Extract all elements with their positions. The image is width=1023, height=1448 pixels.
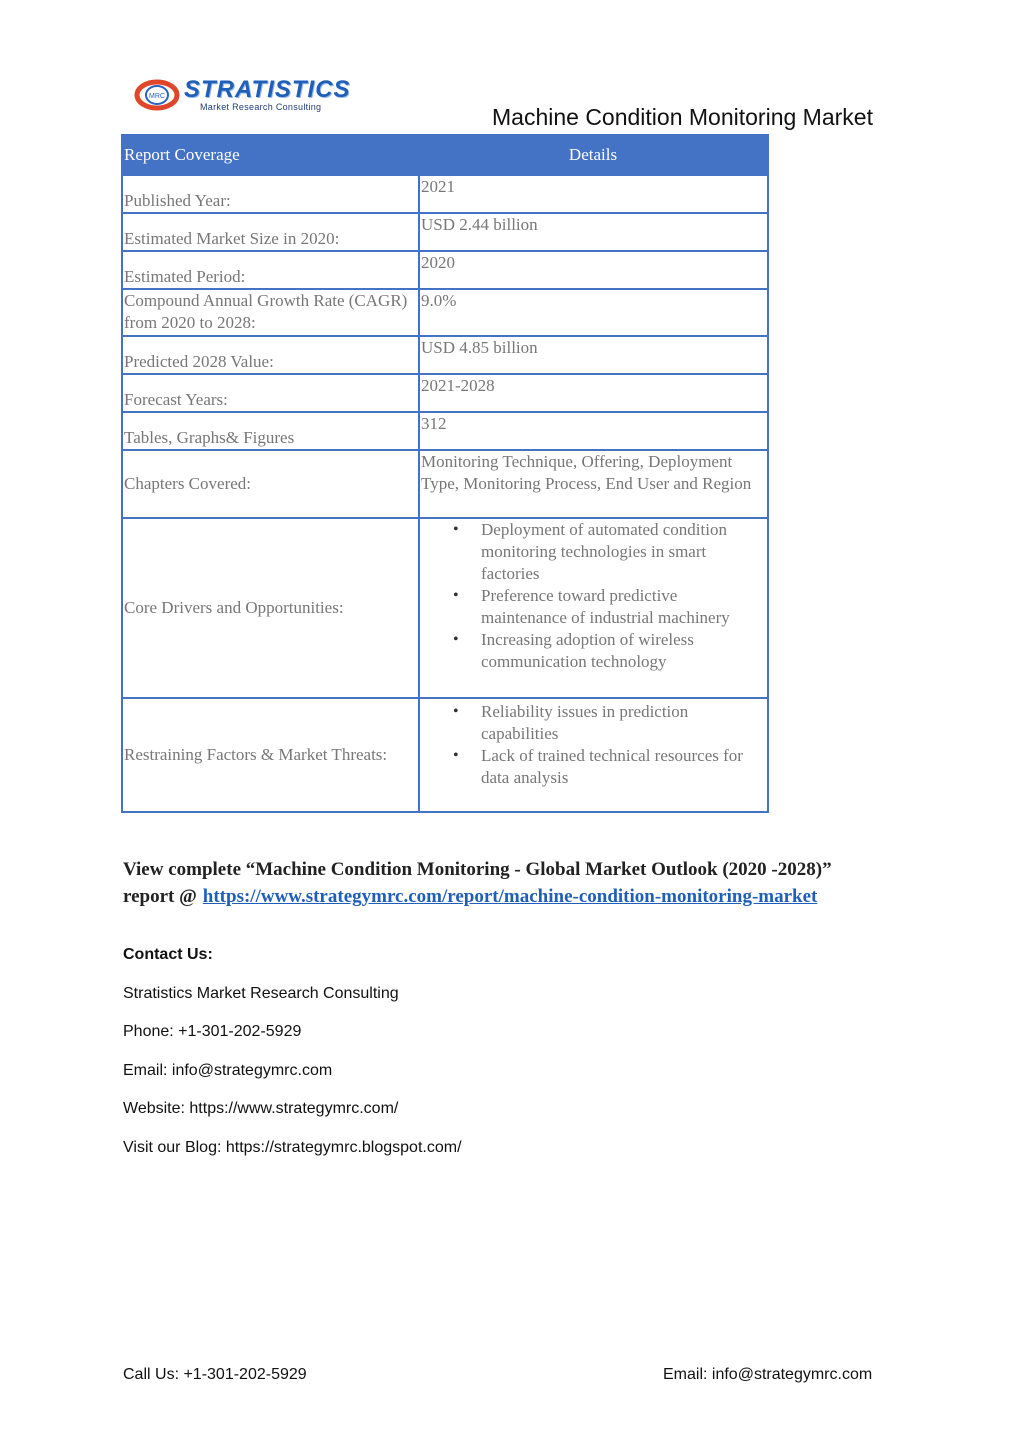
contact-company: Stratistics Market Research Consulting [123,985,399,1002]
row-label: Tables, Graphs& Figures [122,412,419,450]
row-value: 9.0% [419,289,768,336]
table-row [122,251,768,289]
view-report-prefix: report @ [123,886,197,907]
row-value: USD 2.44 billion [419,213,768,251]
logo-wordmark: STRATISTICS [184,76,351,103]
row-label: Compound Annual Growth Rate (CAGR) from 2020 to 2028: [122,289,419,336]
restraints-list [421,701,765,789]
restraints-list-cell [419,698,768,812]
drivers-label: Core Drivers and Opportunities: [122,518,419,698]
table-row-drivers [122,518,768,698]
header-report-coverage: Report Coverage [122,135,419,175]
table-row [122,289,768,336]
drivers-list [421,519,765,673]
globe-swoosh-icon [134,78,180,112]
row-label: Predicted 2028 Value: [122,336,419,374]
table-row [122,213,768,251]
company-logo [134,74,354,120]
row-label: Forecast Years: [122,374,419,412]
contact-heading: Contact Us: [123,946,213,963]
row-label: Estimated Market Size in 2020: [122,213,419,251]
list-item: • Preference toward predictive maintenance of industrial machinery [481,585,765,629]
contact-phone: Phone: +1-301-202-5929 [123,1023,302,1040]
document-title: Machine Condition Monitoring Market [492,104,873,130]
row-value: 2020 [419,251,768,289]
row-value: 2021-2028 [419,374,768,412]
row-label: Estimated Period: [122,251,419,289]
contact-email: Email: info@strategymrc.com [123,1062,333,1079]
contact-website: Website: https://www.strategymrc.com/ [123,1100,399,1117]
footer-email: Email: info@strategymrc.com [663,1366,873,1383]
table-header-row [122,135,768,175]
list-item: • Reliability issues in prediction capabilities [481,701,765,745]
header-details: Details [419,135,768,175]
view-report-line1: View complete “Machine Condition Monitoring - Global Market Outlook (2020 -2028)” [123,859,832,880]
list-item: • Increasing adoption of wireless communication technology [481,629,765,673]
row-label: Chapters Covered: [122,450,419,518]
report-link[interactable]: https://www.strategymrc.com/report/machine-condition-monitoring-market [202,886,818,907]
restraints-label: Restraining Factors & Market Threats: [122,698,419,812]
footer-call: Call Us: +1-301-202-5929 [123,1366,307,1383]
contact-blog: Visit our Blog: https://strategymrc.blogspot.com/ [123,1139,462,1156]
table-row [122,175,768,213]
table-row [122,450,768,518]
table-row [122,336,768,374]
table-row [122,374,768,412]
logo-badge: MRC [149,93,165,100]
row-value: 312 [419,412,768,450]
table-row-restraints [122,698,768,812]
list-item: • Deployment of automated condition monitoring technologies in smart factories [481,519,765,585]
logo-tagline: Market Research Consulting [200,102,322,112]
list-item: • Lack of trained technical resources for data analysis [481,745,765,789]
row-label: Published Year: [122,175,419,213]
row-value: USD 4.85 billion [419,336,768,374]
table-row [122,412,768,450]
drivers-list-cell [419,518,768,698]
row-value: Monitoring Technique, Offering, Deployment Type, Monitoring Process, End User and Region [419,450,768,518]
report-coverage-table [121,134,769,813]
row-value: 2021 [419,175,768,213]
view-report-paragraph [123,856,923,910]
